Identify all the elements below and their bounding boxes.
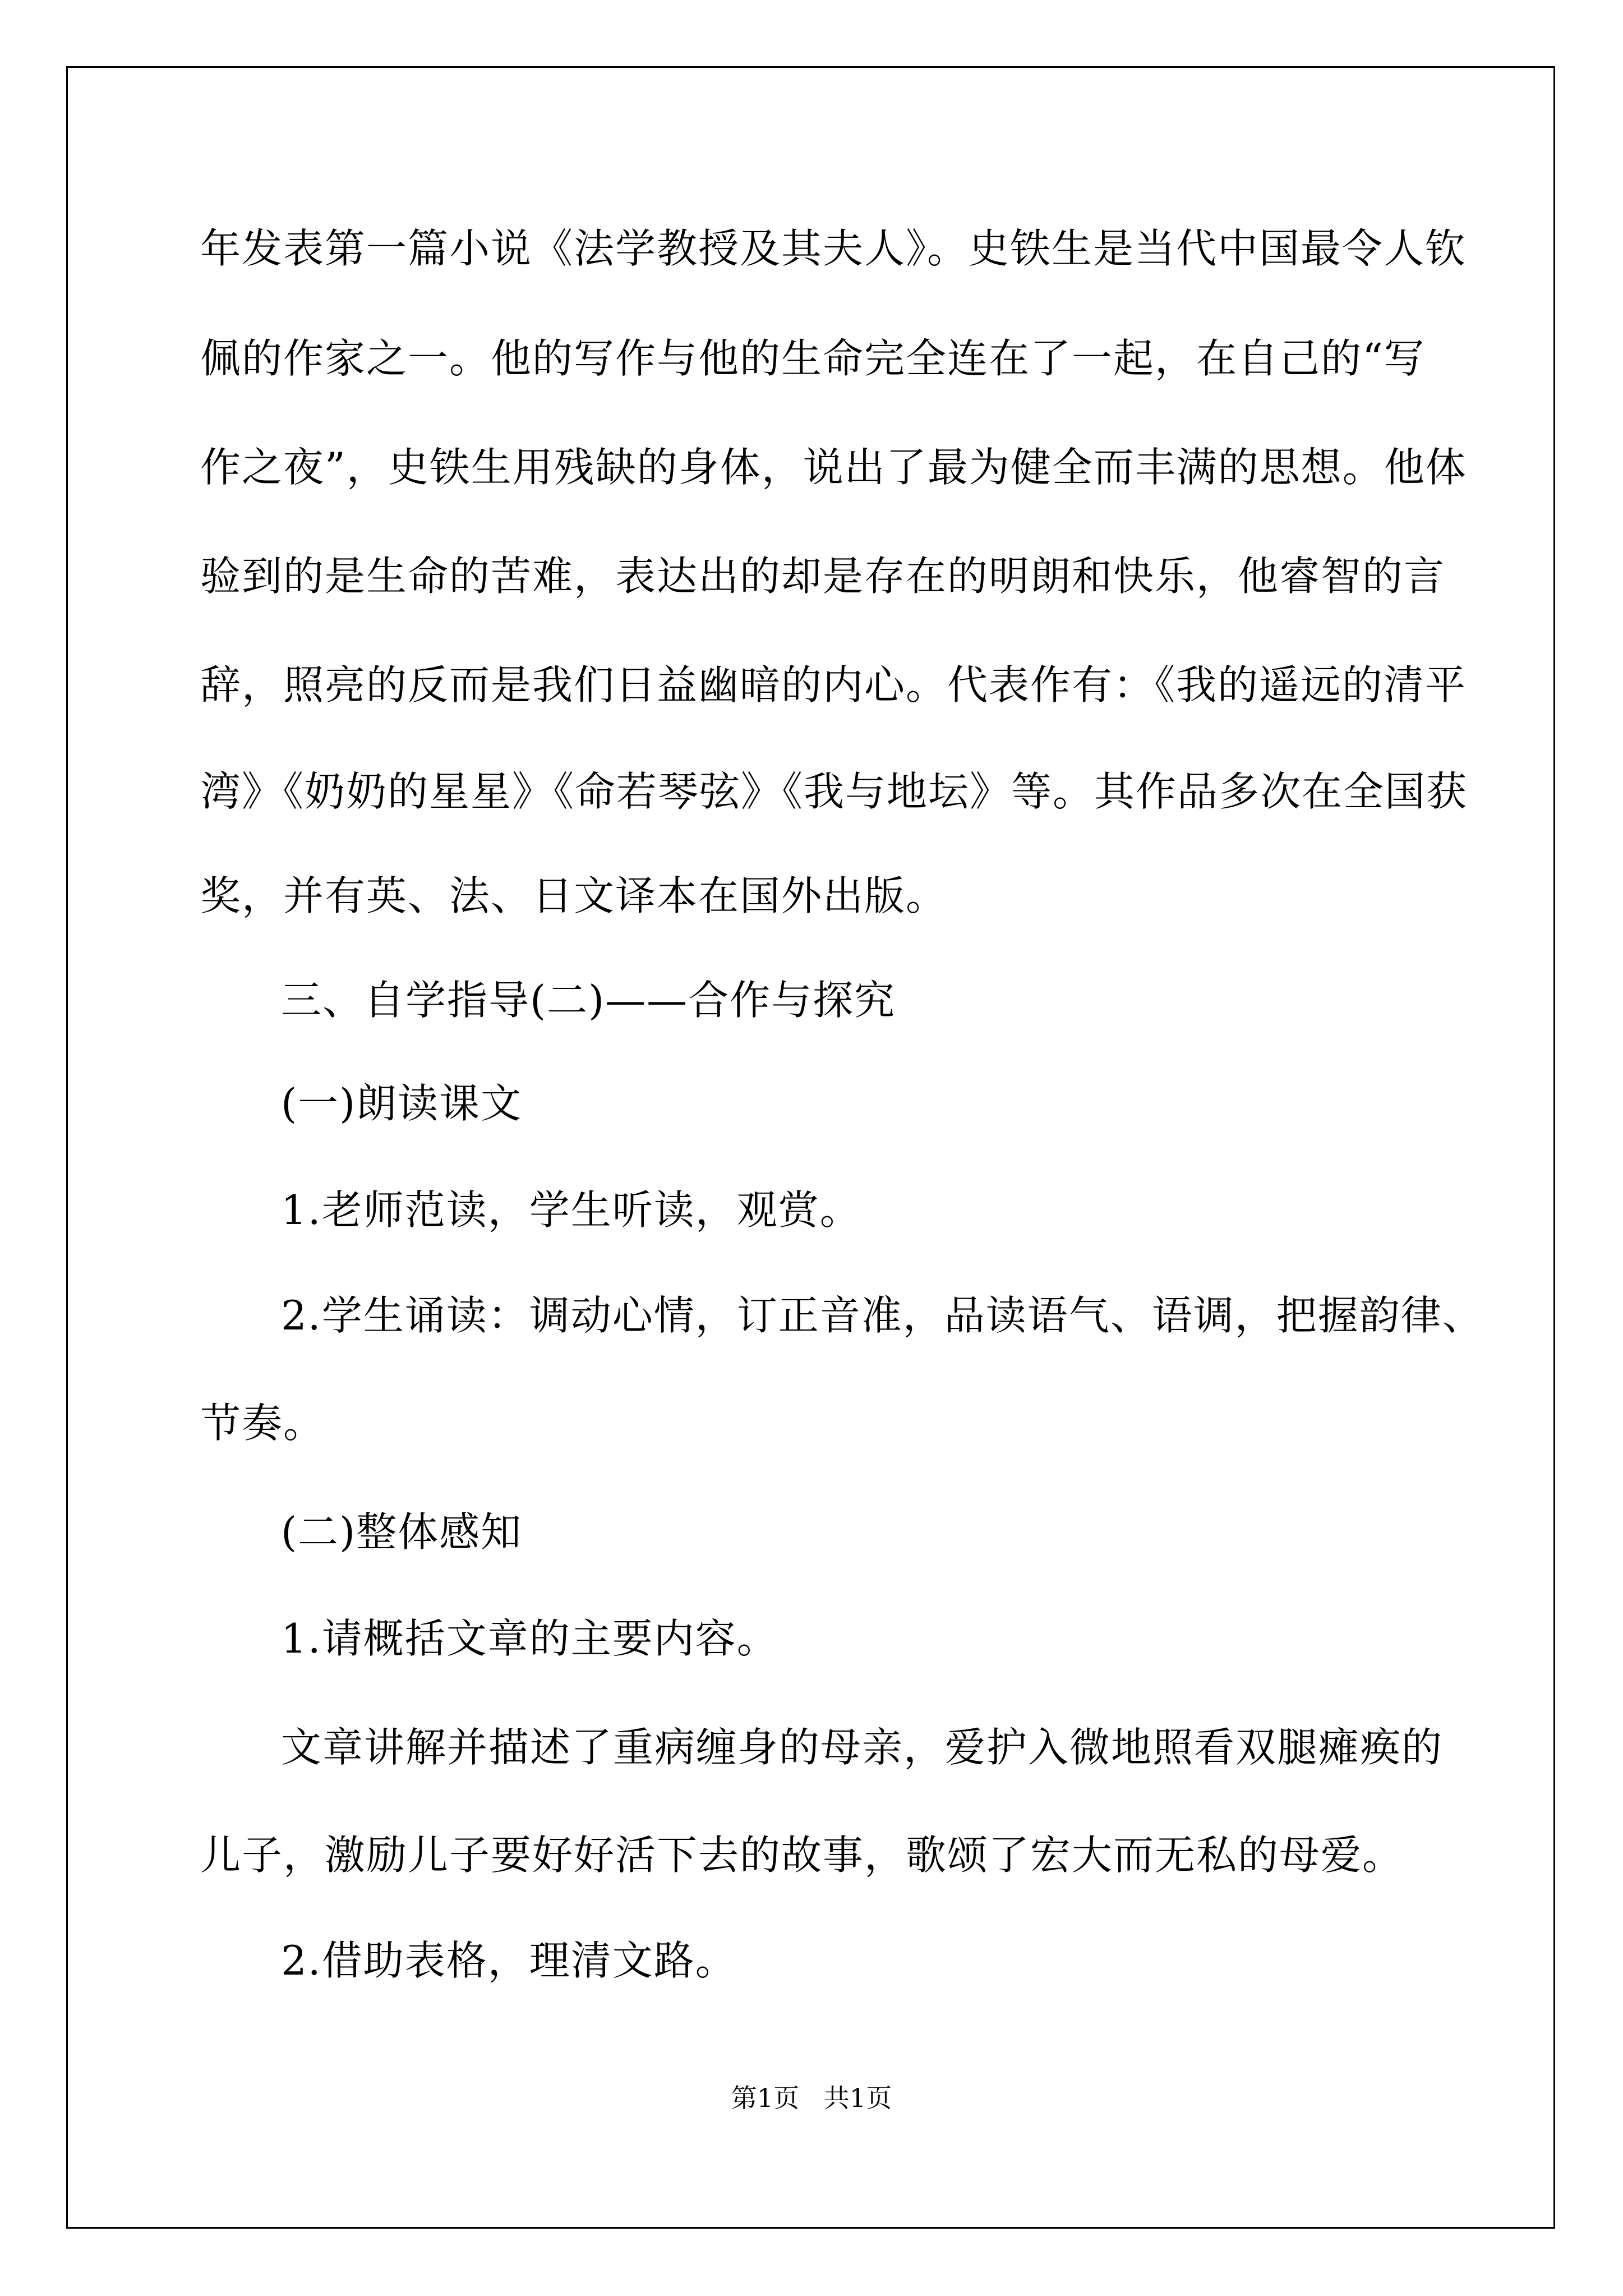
subheading-overall-perception: (二)整体感知 bbox=[281, 1508, 523, 1556]
section-heading: 三、自学指导(二)——合作与探究 bbox=[281, 977, 896, 1024]
page-border bbox=[66, 66, 1555, 2229]
body-text-line-6: 湾》《奶奶的星星》《命若琴弦》《我与地坛》等。其作品多次在全国获 bbox=[200, 768, 1468, 815]
body-text-line-1: 年发表第一篇小说《法学教授及其夫人》。史铁生是当代中国最令人钦 bbox=[200, 225, 1467, 272]
page-number-footer: 第1页 共1页 bbox=[731, 2083, 892, 2113]
body-text-line-2: 佩的作家之一。他的写作与他的生命完全连在了一起，在自己的“写 bbox=[200, 335, 1426, 382]
list-item-1: 1.老师范读，学生听读，观赏。 bbox=[281, 1186, 861, 1234]
body-text-line-7: 奖，并有英、法、日文译本在国外出版。 bbox=[200, 872, 948, 919]
body-text-line-4: 验到的是生命的苦难，表达出的却是存在的明朗和快乐，他睿智的言 bbox=[200, 553, 1446, 600]
list-item-2: 2.学生诵读：调动心情，订正音准，品读语气、语调，把握韵律、 bbox=[281, 1292, 1484, 1339]
question-item-2: 2.借助表格，理清文路。 bbox=[281, 1937, 737, 1984]
question-item-1: 1.请概括文章的主要内容。 bbox=[281, 1615, 778, 1662]
subheading-reading: (一)朗读课文 bbox=[281, 1080, 523, 1127]
body-text-line-5: 辞，照亮的反而是我们日益幽暗的内心。代表作有：《我的遥远的清平 bbox=[200, 661, 1467, 708]
body-text-line-3: 作之夜”，史铁生用残缺的身体，说出了最为健全而丰满的思想。他体 bbox=[200, 444, 1467, 491]
answer-text-line-2: 儿子，激励儿子要好好活下去的故事，歌颂了宏大而无私的母爱。 bbox=[200, 1832, 1404, 1879]
answer-text-line-1: 文章讲解并描述了重病缠身的母亲，爱护入微地照看双腿瘫痪的 bbox=[281, 1724, 1444, 1771]
list-item-2-continued: 节奏。 bbox=[200, 1400, 325, 1447]
